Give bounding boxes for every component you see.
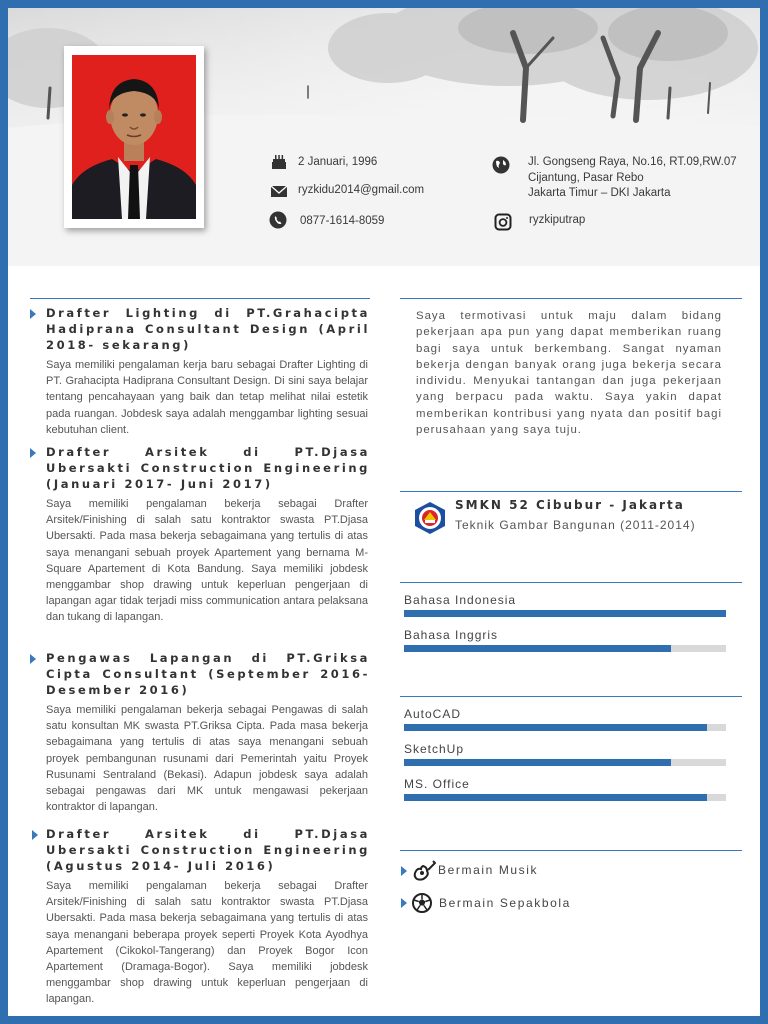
language-bar [404,645,726,652]
software-bar-fill [404,724,707,731]
job-1-title: Drafter Lighting di PT.Grahacipta Hadiprana Consultant Design (April 2018- sekarang) [46,306,370,352]
software-label: SketchUp [404,742,465,756]
profile-portrait [72,55,196,219]
envelope-icon [270,182,288,200]
job-2-title: Drafter Arsitek di PT.Djasa Ubersakti Construction Engineering (Januari 2017- Juni 2017) [46,445,370,491]
software-bar [404,794,726,801]
school-logo-icon [413,501,447,535]
language-bar [404,610,726,617]
software-label: MS. Office [404,777,470,791]
hobby-1-label: Bermain Musik [438,863,539,877]
job-2-description: Saya memiliki pengalaman bekerja sebagai Drafter Arsitek/Finishing di salah satu kontraktor swasta PT.Djasa Ubersakti. Pada masa bekerja sebagaimana yang tertulis di atas saya menangani sebuah proyek Apartement yang bernama M-Square Apartement di Kota Bandung. Saya memiliki jobdesk menggambar shop drawing untuk keperluan pengerjaan di lapangan agar tidak terjadi miss communication antara pelaksana dan tukang di lapangan. [46,498,368,624]
header-banner [8,8,760,266]
address-block [528,155,737,202]
job-4-description: Saya memiliki pengalaman bekerja sebagai Drafter Arsitek/Finishing di salah satu kontraktor swasta PT.Djasa Ubersakti. Pada masa bekerja sebagaimana yang tertulis di atas saya menangani beberapa proyek seperti Proyek Kota Ayodhya Apartement (Cikokol-Tangerang) dan Proyek Bogor Icon Apartement (Dramaga-Bogor). Saya memiliki jobdesk menggambar shop drawing untuk keperluan pengerjaan di lapangan. [46,880,368,1006]
language-label: Bahasa Indonesia [404,593,517,607]
profile-photo [72,55,196,219]
instagram-handle[interactable]: ryzkiputrap [529,214,586,226]
software-bar-fill [404,794,707,801]
job-3-description: Saya memiliki pengalaman bekerja sebagai Pengawas di salah satu konsultan MK swasta PT.Griksa Cipta. Pada masa bekerja sebagaimana yang tertulis di atas saya menangani sebuah proyek pembangunan rusunami dari Pemerintah yaitu Proyek Rusunami Sentraland (Bekasi). Adapun jobdesk saya adalah sebagai pengawas dari MK untuk mengawasi pekerjaan kontraktor di lapangan. [46,704,368,814]
hobby-2-marker [401,898,407,908]
software-label: AutoCAD [404,707,462,721]
about-divider [400,298,742,299]
about-text: Saya termotivasi untuk maju dalam bidang pekerjaan apa pun yang dapat memberikan ruang bagi saya untuk berkembang. Sangat nyaman bekerja dengan banyak orang juga bekerja secara individu. Menyukai tantangan dan juga pekerjaan yang berpacu pada waktu. Saya yakin dapat memberikan kontribusi yang nyata dan positif bagi perusahaan yang saya tuju. [416,310,722,437]
education-divider [400,491,742,492]
globe-location-icon [492,156,510,174]
job-4-marker [32,830,38,840]
job-2-marker [30,448,36,458]
language-label: Bahasa Inggris [404,628,499,642]
software-bar [404,759,726,766]
job-3-title: Pengawas Lapangan di PT.Griksa Cipta Consultant (September 2016- Desember 2016) [46,651,370,697]
soccer-ball-icon [412,893,432,913]
experience-divider [30,298,370,299]
instagram-icon [494,213,512,231]
birthdate-text: 2 Januari, 1996 [298,156,378,168]
phone-text[interactable]: 0877-1614-8059 [300,215,385,227]
profile-photo-frame [64,46,204,228]
phone-icon [269,211,287,229]
hobbies-divider [400,850,742,851]
email-text[interactable]: ryzkidu2014@gmail.com [298,184,425,196]
school-major: Teknik Gambar Bangunan (2011-2014) [455,518,696,532]
software-bar [404,724,726,731]
job-1-description: Saya memiliki pengalaman kerja baru sebagai Drafter Lighting di PT. Grahacipta Hadiprana Consultant Design. Di sini saya belajar tentang pencahayaan yang baik dan tetap melihat nilai estetik pada ruangan. Jobdesk saya adalah menggambar lighting sesuai kebutuhan client. [46,359,368,436]
language-bar-fill [404,610,726,617]
language-bar-fill [404,645,671,652]
software-divider [400,696,742,697]
hobby-2-label: Bermain Sepakbola [439,896,571,910]
job-1-marker [30,309,36,319]
software-bar-fill [404,759,671,766]
job-3-marker [30,654,36,664]
birthday-cake-icon [270,153,288,171]
languages-divider [400,582,742,583]
job-4-title: Drafter Arsitek di PT.Djasa Ubersakti Construction Engineering (Agustus 2014- Juli 2016) [46,827,370,873]
address-line-3: Jakarta Timur – DKI Jakarta [528,187,671,199]
hobby-1-marker [401,866,407,876]
address-line-1: Jl. Gongseng Raya, No.16, RT.09,RW.07 [528,156,737,168]
address-line-2: Cijantung, Pasar Rebo [528,171,644,184]
resume-page [8,8,760,1016]
guitar-icon [412,859,436,883]
school-name: SMKN 52 Cibubur - Jakarta [455,498,685,512]
